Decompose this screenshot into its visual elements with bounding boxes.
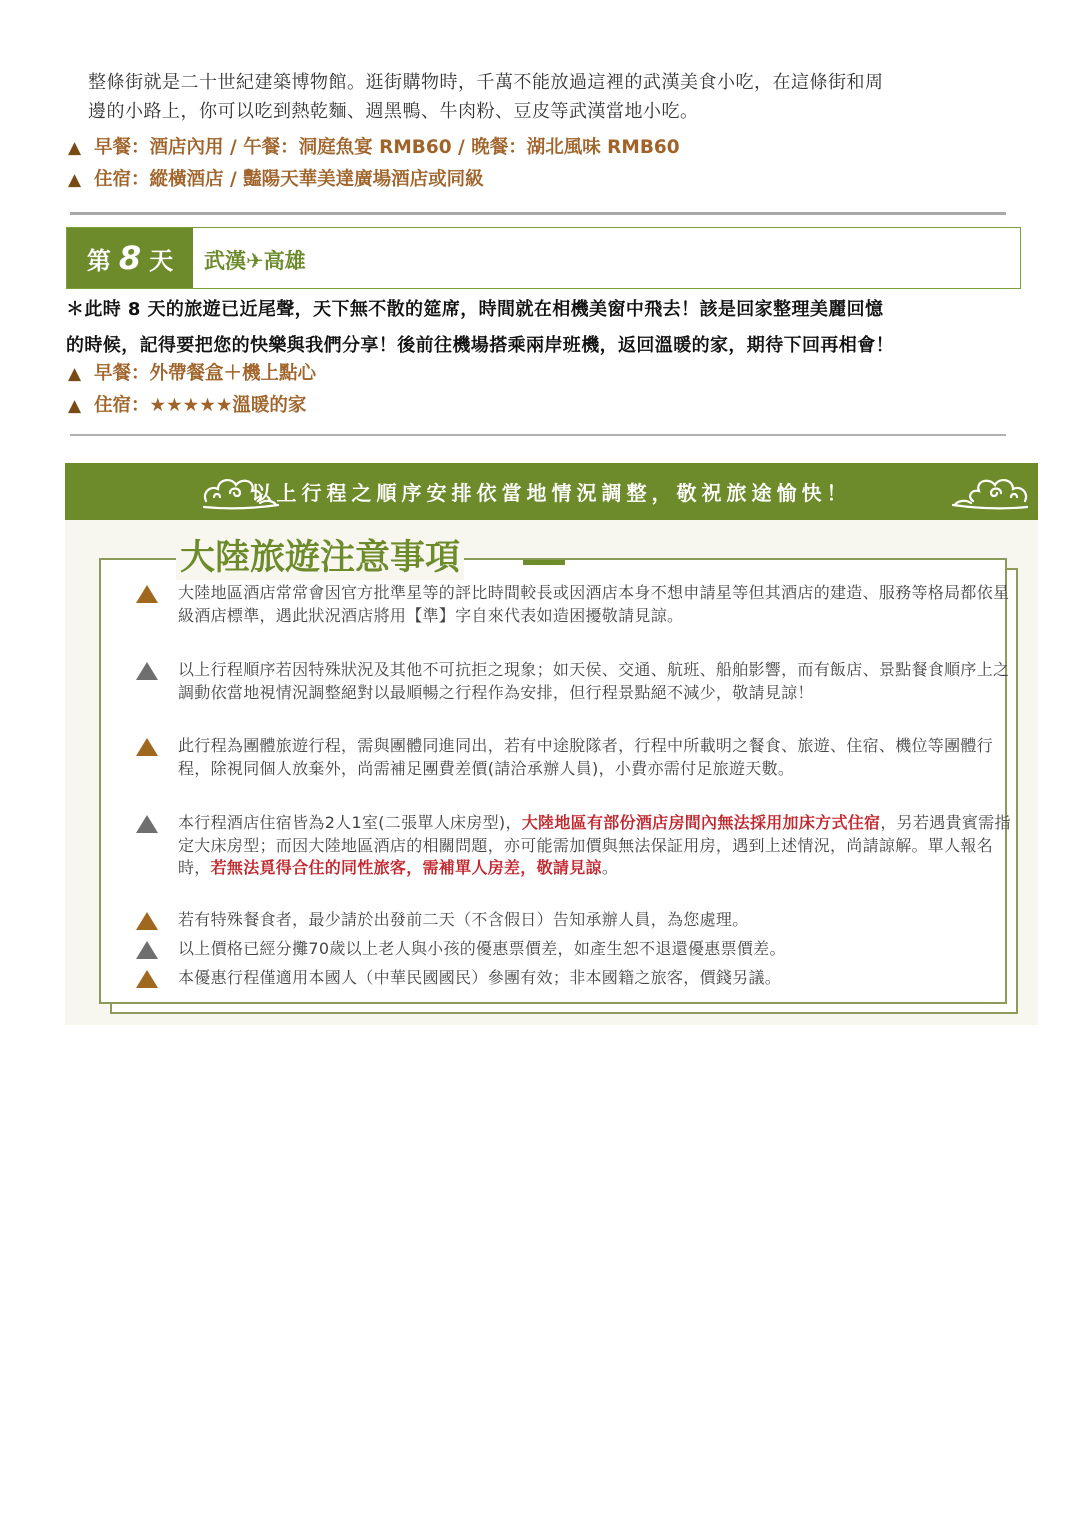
day8-meals — [68, 362, 316, 386]
day8-stay — [68, 394, 306, 418]
notice-section — [65, 520, 1038, 1025]
triangle-bullet-icon — [135, 940, 159, 960]
day8-stay-text: 住宿：★★★★★溫暖的家 — [94, 395, 307, 416]
triangle-bullet-icon: ▲ — [68, 138, 82, 158]
closing-banner — [65, 463, 1038, 520]
title-underline — [523, 560, 565, 565]
day7-stay — [68, 168, 484, 192]
day7-meals-text: 早餐：酒店內用 / 午餐：洞庭魚宴 RMB60 / 晚餐：湖北風味 RMB60 — [94, 137, 680, 158]
notice-item: 若有特殊餐食者，最少請於出發前二天（不含假日）告知承辦人員，為您處理。 — [178, 910, 749, 929]
notice-item: 大陸地區酒店常常會因官方批準星等的評比時間較長或因酒店本身不想申請星等但其酒店的建造、服務等格局都依星級酒店標準，遇此狀況酒店將用【準】字自來代表如造困擾敬請見諒。 — [178, 583, 1010, 625]
day-suffix: 天 — [149, 246, 174, 275]
day7-meals — [68, 136, 680, 160]
notice-item: 以上價格已經分攤70歲以上老人與小孩的優惠票價差，如產生恕不退還優惠票價差。 — [178, 939, 786, 958]
divider — [70, 434, 1006, 436]
day-prefix: 第 — [86, 246, 111, 275]
triangle-bullet-icon: ▲ — [68, 364, 82, 384]
cloud-ornament-icon — [951, 471, 1031, 513]
rooms-text-c: ，另若遇貴賓需指定大床房型；而因大陸地區酒店的相關問題，亦可能需加價與無法保証用房，遇到上述情況，尚請諒解。單人報名時， — [178, 813, 1011, 877]
divider — [70, 212, 1006, 215]
banner-text: 以上行程之順序安排依當地情況調整，敬祝旅途愉快！ — [251, 481, 852, 505]
day8-note-line-1: ＊此時 8 天的旅遊已近尾聲，天下無不散的筵席，時間就在相機美窗中飛去！該是回家整理美麗回憶 — [66, 299, 884, 320]
triangle-bullet-icon — [135, 584, 159, 604]
notice-item-rooms — [178, 812, 1018, 880]
triangle-bullet-icon — [135, 814, 159, 834]
notice-item: 此行程為團體旅遊行程，需與團體同進同出，若有中途脫隊者，行程中所載明之餐食、旅遊、住宿、機位等團體行程，除視同個人放棄外，尚需補足團費差價(請洽承辦人員)，小費亦需付足旅遊天數。 — [178, 736, 994, 778]
day8-header — [66, 227, 1021, 289]
triangle-bullet-icon: ▲ — [68, 170, 82, 190]
day-badge — [67, 228, 193, 288]
triangle-bullet-icon — [135, 661, 159, 681]
notice-item: 以上行程順序若因特殊狀況及其他不可抗拒之現象；如天侯、交通、航班、船舶影響，而有飯店、景點餐食順序上之調動依當地視情況調整絕對以最順暢之行程作為安排，但行程景點絕不減少，敬請見諒！ — [178, 660, 1010, 702]
intro-line-1: 整條街就是二十世紀建築博物館。逛街購物時，千萬不能放過這裡的武漢美食小吃，在這條街和周 — [88, 72, 884, 93]
intro-paragraph — [88, 68, 1018, 126]
triangle-bullet-icon — [135, 969, 159, 989]
day8-note-line-2: 的時候，記得要把您的快樂與我們分享！後前往機場搭乘兩岸班機，返回溫暖的家，期待下回再相會！ — [66, 335, 894, 356]
day7-stay-text: 住宿：縱橫酒店 / 豔陽天華美達廣場酒店或同級 — [94, 169, 484, 190]
day-number: 8 — [118, 239, 142, 277]
day8-meals-text: 早餐：外帶餐盒＋機上點心 — [94, 363, 317, 384]
rooms-highlight-extra-bed: 大陸地區有部份酒店房間內無法採用加床方式住宿 — [521, 813, 881, 832]
rooms-highlight-single-supplement: 若無法覓得合住的同性旅客，需補單人房差，敬請見諒 — [210, 858, 602, 877]
triangle-bullet-icon — [135, 737, 159, 757]
notice-item: 本優惠行程僅適用本國人（中華民國國民）參團有效；非本國籍之旅客，價錢另議。 — [178, 968, 782, 987]
notice-title: 大陸旅遊注意事項 — [176, 530, 464, 580]
day8-note — [66, 292, 1021, 364]
rooms-text-e: 。 — [601, 858, 619, 877]
day-route-title: 武漢✈高雄 — [204, 249, 306, 273]
triangle-bullet-icon — [135, 911, 159, 931]
intro-line-2: 邊的小路上，你可以吃到熱乾麵、週黑鴨、牛肉粉、豆皮等武漢當地小吃。 — [88, 101, 699, 122]
rooms-text-a: 本行程酒店住宿皆為2人1室(二張單人床房型)， — [178, 813, 522, 832]
triangle-bullet-icon: ▲ — [68, 396, 82, 416]
